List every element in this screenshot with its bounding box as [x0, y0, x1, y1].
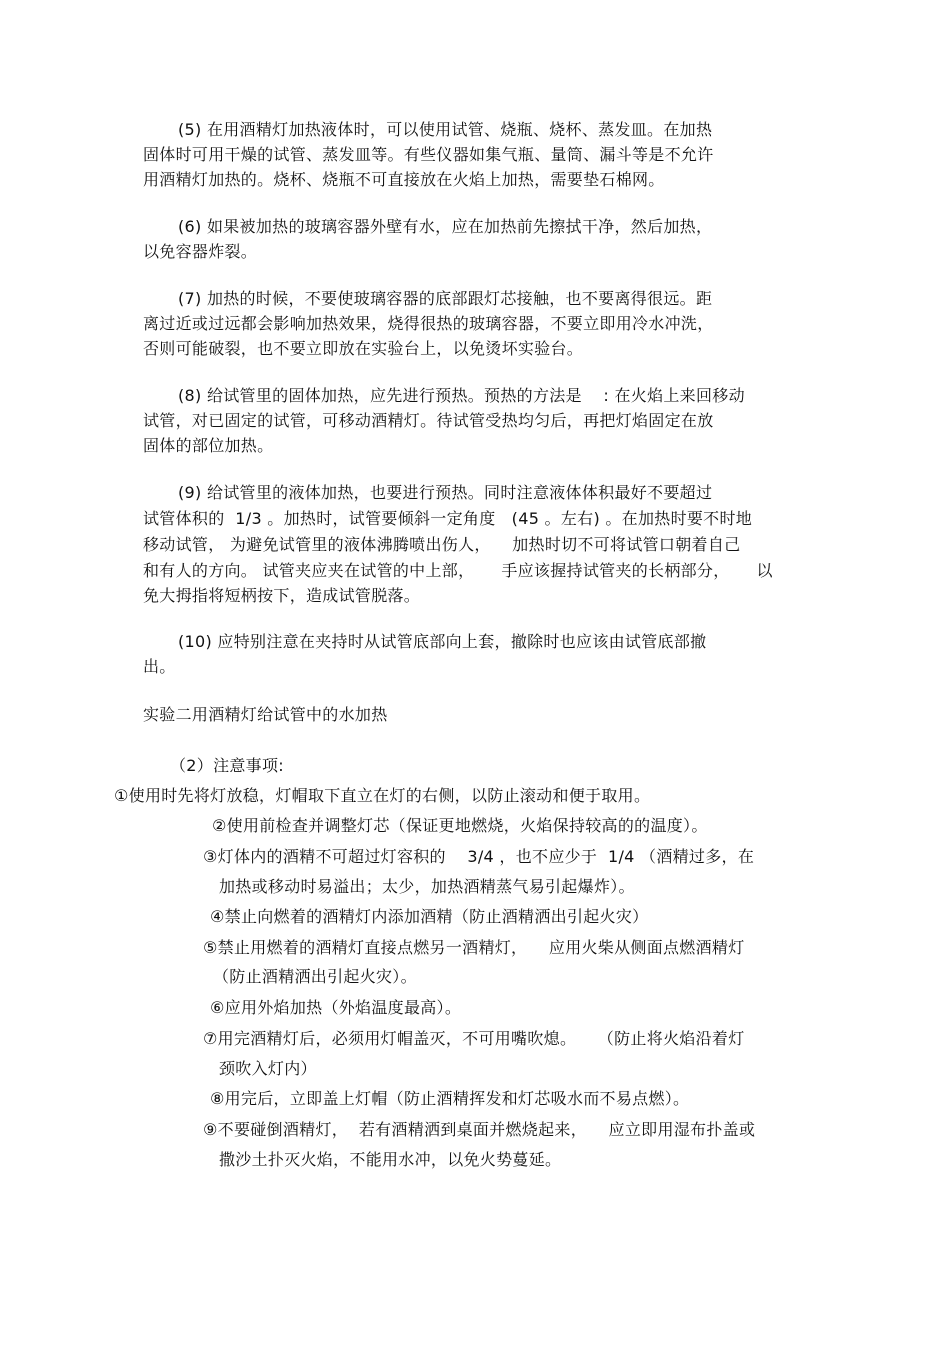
paragraph-5-line: 固体时可用干燥的试管、蒸发皿等。有些仪器如集气瓶、量筒、漏斗等是不允许 — [143, 145, 714, 164]
paragraph-8-line: 固体的部位加热。 — [143, 436, 274, 455]
section-title: 实验二用酒精灯给试管中的水加热 — [143, 705, 388, 724]
note-item-8: ⑧用完后，立即盖上灯帽（防止酒精挥发和灯芯吸水而不易点燃）。 — [210, 1089, 690, 1108]
note-item-7-line: ⑦用完酒精灯后，必须用灯帽盖灭，不可用嘴吹熄。 （防止将火焰沿着灯 — [203, 1029, 745, 1048]
paragraph-9-line: 试管体积的 1/3 。加热时，试管要倾斜一定角度 (45 。左右) 。在加热时要不时地 — [143, 509, 753, 528]
note-item-3-line: ③灯体内的酒精不可超过灯容积的 3/4 ，也不应少于 1/4 （酒精过多，在 — [203, 847, 755, 866]
paragraph-10-line: (10) 应特别注意在夹持时从试管底部向上套，撤除时也应该由试管底部撤 — [178, 632, 707, 651]
paragraph-6-line: (6) 如果被加热的玻璃容器外壁有水，应在加热前先擦拭干净，然后加热， — [178, 217, 713, 236]
paragraph-7-line: (7) 加热的时候，不要使玻璃容器的底部跟灯芯接触，也不要离得很远。距 — [178, 289, 713, 308]
note-item-3-line: 加热或移动时易溢出；太少，加热酒精蒸气易引起爆炸）。 — [219, 877, 635, 896]
paragraph-7-line: 否则可能破裂，也不要立即放在实验台上，以免烫坏实验台。 — [143, 339, 584, 358]
paragraph-7-line: 离过近或过远都会影响加热效果，烧得很热的玻璃容器，不要立即用冷水冲洗， — [143, 314, 714, 333]
paragraph-9-line: 和有人的方向。 试管夹应夹在试管的中上部， 手应该握持试管夹的长柄部分， 以 — [143, 561, 773, 580]
paragraph-9-line: 移动试管， 为避免试管里的液体沸腾喷出伤人， 加热时切不可将试管口朝着自己 — [143, 535, 741, 554]
notes-heading: （2）注意事项: — [170, 756, 284, 775]
paragraph-8-line: 试管，对已固定的试管，可移动酒精灯。待试管受热均匀后，再把灯焰固定在放 — [143, 411, 714, 430]
paragraph-5-line: 用酒精灯加热的。烧杯、烧瓶不可直接放在火焰上加热，需要垫石棉网。 — [143, 170, 665, 189]
note-item-7-line: 颈吹入灯内） — [219, 1059, 317, 1078]
note-item-1: ①使用时先将灯放稳，灯帽取下直立在灯的右侧，以防止滚动和便于取用。 — [114, 786, 651, 805]
note-item-6: ⑥应用外焰加热（外焰温度最高）。 — [210, 998, 462, 1017]
note-item-9-line: 撒沙土扑灭火焰，不能用水冲，以免火势蔓延。 — [219, 1150, 562, 1169]
paragraph-5-line: (5) 在用酒精灯加热液体时，可以使用试管、烧瓶、烧杯、蒸发皿。在加热 — [178, 120, 713, 139]
paragraph-8-line: (8) 给试管里的固体加热，应先进行预热。预热的方法是 : 在火焰上来回移动 — [178, 386, 745, 405]
note-item-9-line: ⑨不要碰倒酒精灯， 若有酒精洒到桌面并燃烧起来， 应立即用湿布扑盖或 — [203, 1120, 756, 1139]
paragraph-9-line: (9) 给试管里的液体加热，也要进行预热。同时注意液体体积最好不要超过 — [178, 483, 713, 502]
note-item-5-line: （防止酒精洒出引起火灾）。 — [213, 967, 417, 986]
note-item-2: ②使用前检查并调整灯芯（保证更地燃烧，火焰保持较高的的温度）。 — [212, 816, 708, 835]
paragraph-6-line: 以免容器炸裂。 — [143, 242, 258, 261]
paragraph-9-line: 免大拇指将短柄按下，造成试管脱落。 — [143, 586, 421, 605]
note-item-5-line: ⑤禁止用燃着的酒精灯直接点燃另一酒精灯， 应用火柴从侧面点燃酒精灯 — [203, 938, 745, 957]
note-item-4: ④禁止向燃着的酒精灯内添加酒精（防止酒精洒出引起火灾） — [210, 907, 649, 926]
paragraph-10-line: 出。 — [143, 657, 176, 676]
